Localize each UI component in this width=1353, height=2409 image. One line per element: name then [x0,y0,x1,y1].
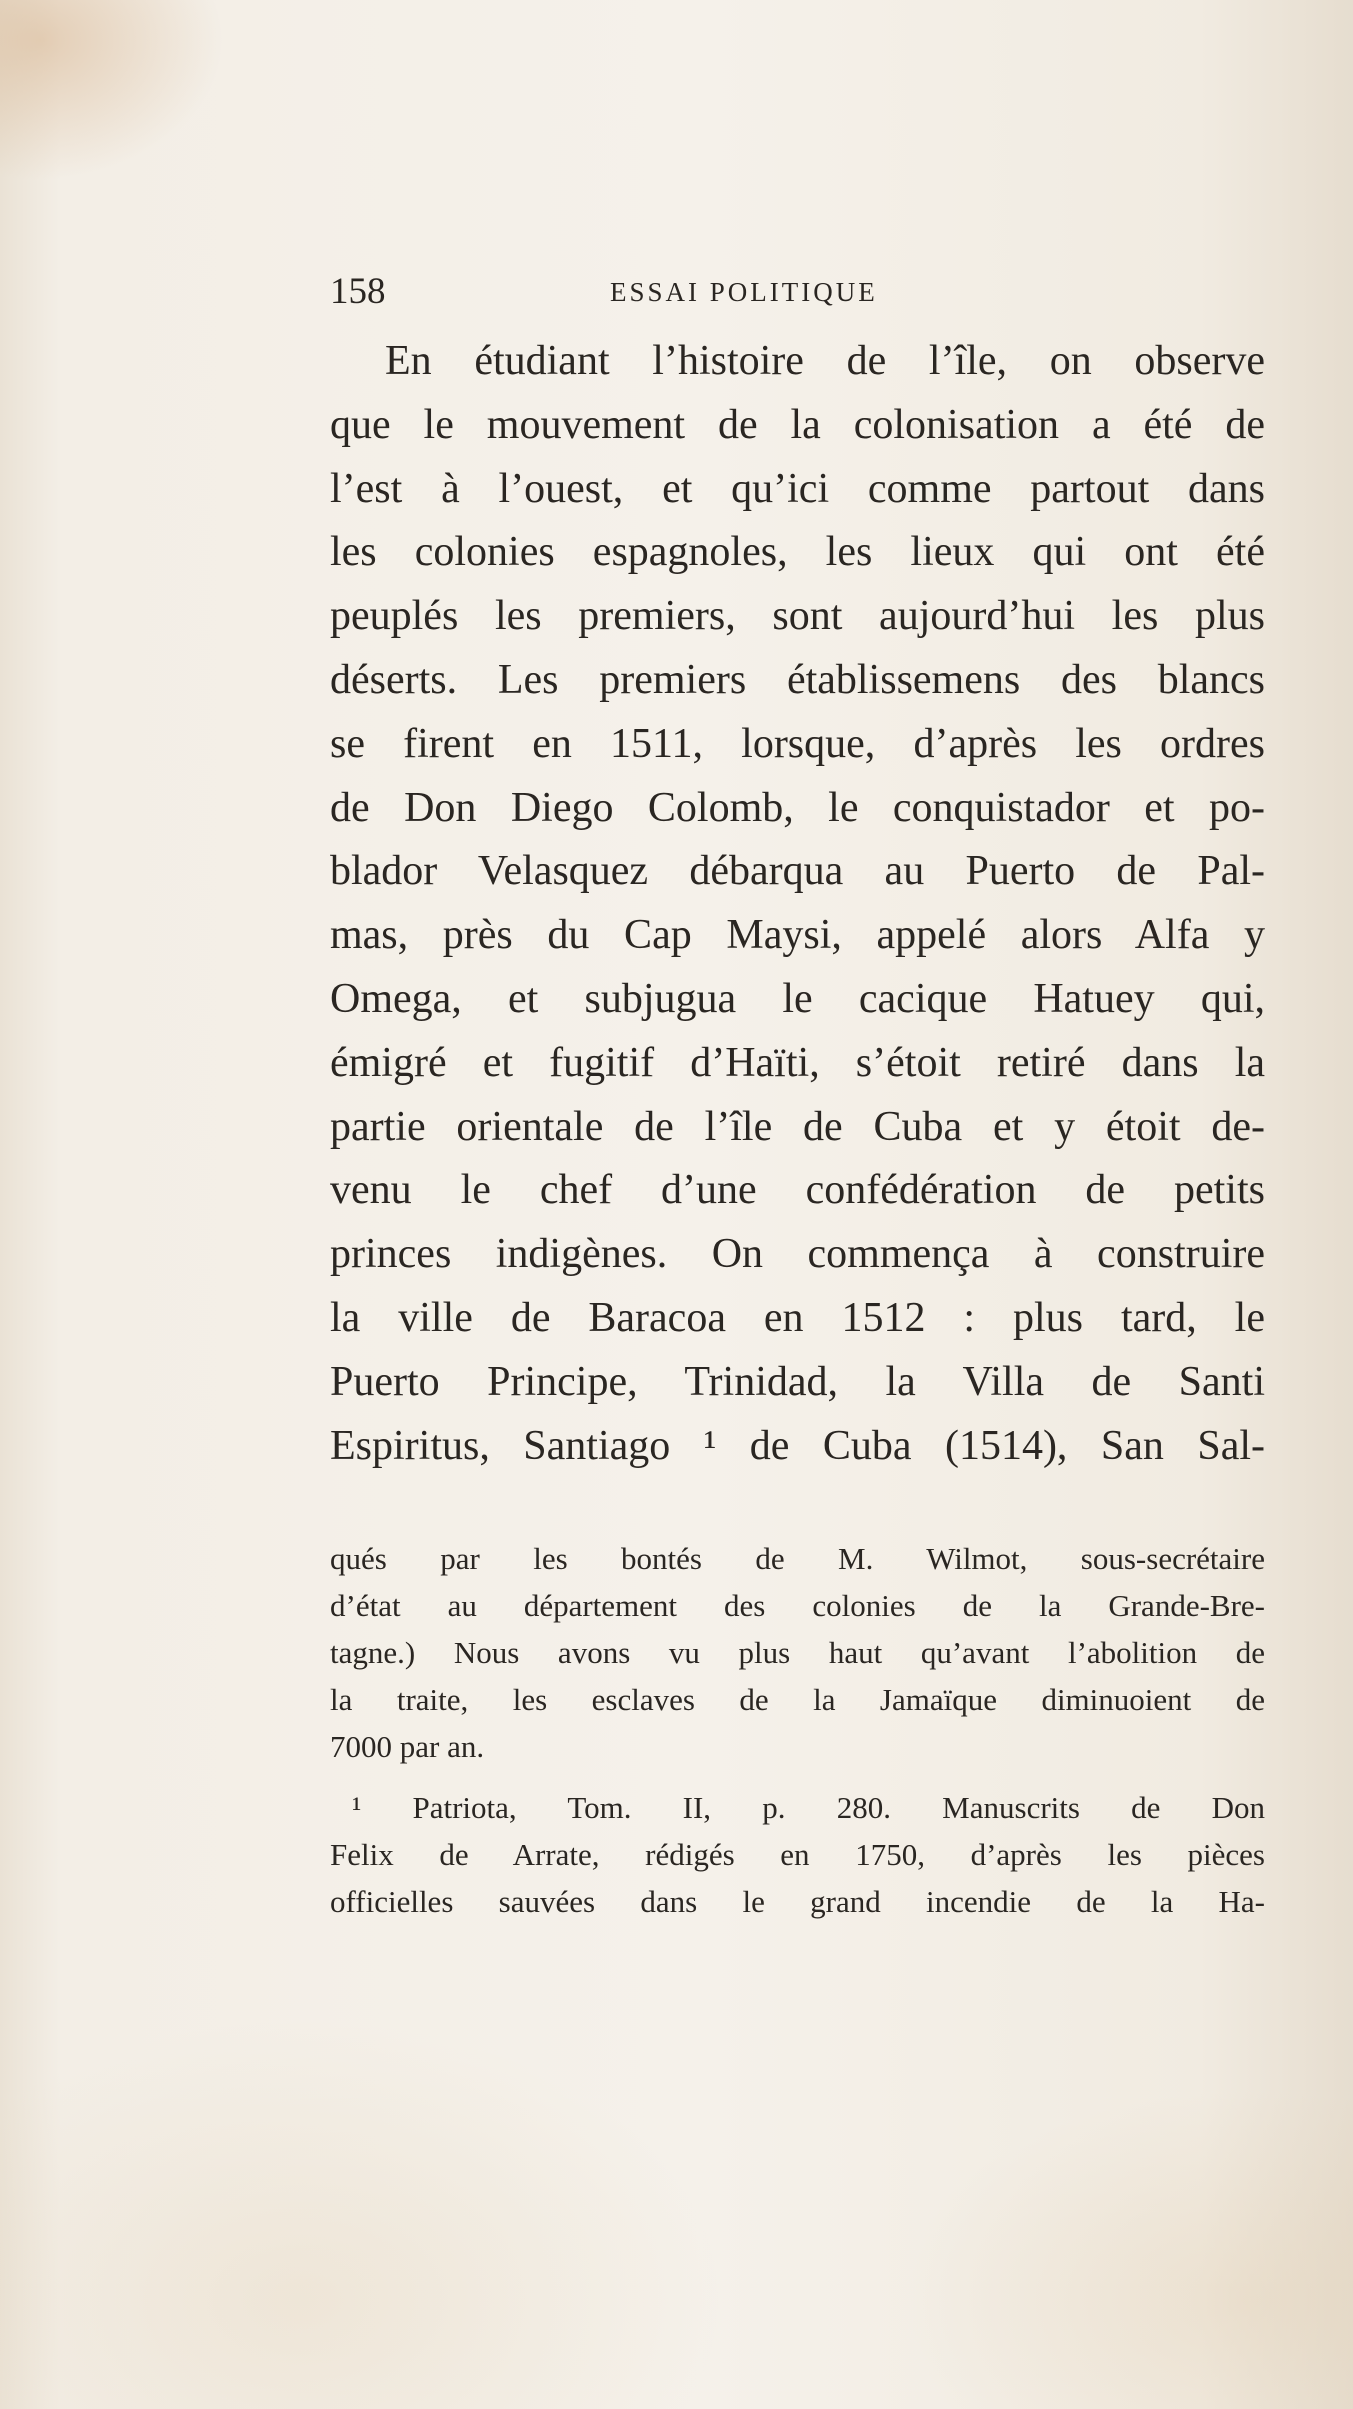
text-line: peuplés les premiers, sont aujourd’hui les plus [330,593,1265,640]
text-line: déserts. Les premiers établissemens des blancs [330,656,1265,703]
text-line: Omega, et subjugua le cacique Hatuey qui, [330,975,1265,1022]
page-header [330,268,1260,316]
footnote-line: qués par les bontés de M. Wilmot, sous-secrétaire [330,1541,1265,1576]
text-line: mas, près du Cap Maysi, appelé alors Alfa y [330,912,1265,959]
text-line: blador Velasquez débarqua au Puerto de Pal- [330,848,1265,895]
footnote-line: tagne.) Nous avons vu plus haut qu’avant l’abolition de [330,1635,1265,1670]
text-line: la ville de Baracoa en 1512 : plus tard, le [330,1294,1265,1341]
footnote-line: ¹ Patriota, Tom. II, p. 280. Manuscrits de Don [352,1790,1265,1825]
text-line: que le mouvement de la colonisation a été de [330,401,1265,448]
text-line: se firent en 1511, lorsque, d’après les ordres [330,720,1265,767]
footnotes [330,1535,1265,1925]
main-text [330,330,1265,1478]
text-line: venu le chef d’une confédération de petits [330,1167,1265,1214]
text-line: l’est à l’ouest, et qu’ici comme partout dans [330,465,1265,512]
page-number: 158 [330,271,386,312]
running-head: ESSAI POLITIQUE [610,277,878,307]
text-line: Puerto Principe, Trinidad, la Villa de Santi [330,1358,1265,1405]
footnote-line: Felix de Arrate, rédigés en 1750, d’après les pièces [330,1837,1265,1872]
footnote-line: officielles sauvées dans le grand incendie de la Ha- [330,1884,1265,1919]
text-line: émigré et fugitif d’Haïti, s’étoit retiré dans la [330,1039,1265,1086]
text-line: les colonies espagnoles, les lieux qui ont été [330,529,1265,576]
text-line: partie orientale de l’île de Cuba et y étoit de- [330,1103,1265,1150]
text-line: de Don Diego Colomb, le conquistador et po- [330,784,1265,831]
text-line: princes indigènes. On commença à construire [330,1231,1265,1278]
footnote-line: d’état au département des colonies de la Grande-Bre- [330,1588,1265,1623]
footnote-gap [330,1770,1265,1784]
footnote-line: la traite, les esclaves de la Jamaïque diminuoient de [330,1682,1265,1717]
text-line: Espiritus, Santiago ¹ de Cuba (1514), San Sal- [330,1422,1265,1469]
footnote-line: 7000 par an. [330,1729,485,1764]
text-line: En étudiant l’histoire de l’île, on observe [385,338,1265,384]
